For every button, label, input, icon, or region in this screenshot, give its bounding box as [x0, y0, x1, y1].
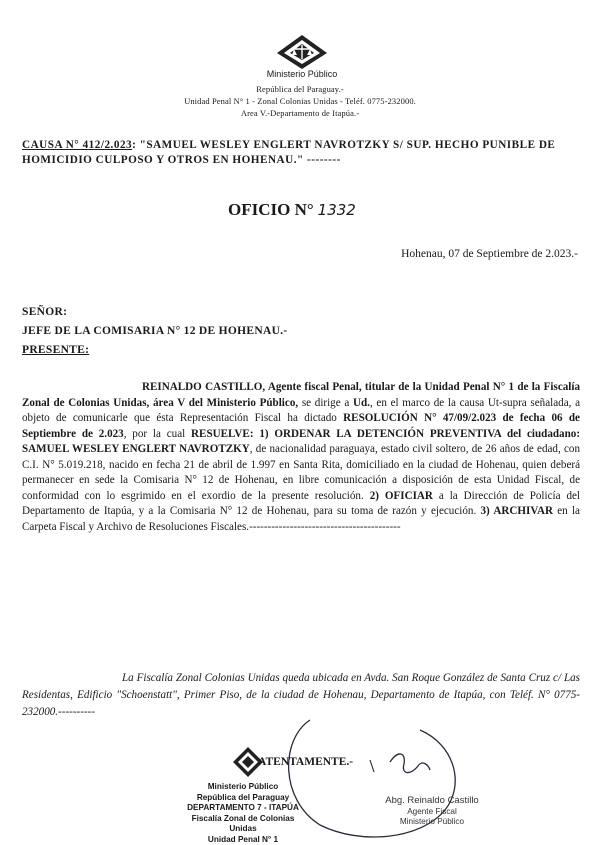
oficio-title: [228, 200, 356, 220]
oficio-label: OFICIO N°: [228, 200, 314, 219]
stamp-line-3: DEPARTAMENTO 7 - ITAPÚA: [187, 803, 299, 812]
body-text-1: se dirige a: [298, 396, 353, 409]
body-text-5: a la Dirección de Policía del Departamento de Itapúa, y a la Comisaria N° 12 de Hohenau, para su toma de razón y ejecución.: [22, 489, 580, 517]
header-org-name: Ministerio Público: [266, 69, 338, 79]
document-date: Hohenau, 07 de Septiembre de 2.023.-: [401, 248, 578, 260]
stamp-line-1: Ministerio Público: [207, 782, 279, 791]
recipient-greeting: SEÑOR:: [22, 306, 68, 318]
signer-role: Agente Fiscal: [407, 806, 457, 816]
closing-atentamente: ATENTAMENTE.-: [258, 756, 354, 768]
causa-text: : "SAMUEL WESLEY ENGLERT NAVROTZKY S/ SUP. HECHO PUNIBLE DE HOMICIDIO CULPOSO Y OTROS EN HOHENAU." --------: [22, 139, 556, 166]
oficio-number: 1332: [317, 201, 356, 219]
stamp-line-5: Unidad Penal N° 1: [207, 834, 279, 844]
signer-name: Abg. Reinaldo Castillo: [385, 795, 479, 806]
body-paragraph: [22, 380, 580, 535]
signature-block: [372, 796, 492, 828]
causa-label: CAUSA N° 412/2.023: [22, 139, 133, 151]
body-bold-5: 2) OFICIAR: [369, 489, 433, 502]
body-text-4: , de nacionalidad paraguaya, estado civil soltero, de 26 años de edad, con C.I. N° 5.019.218, nacido en fecha 21 de abril de 1.997 en Santa Rita, domiciliado en la ciudad de Hohenau, quien deberá permanecer en sede la Comisaria N° 12 de Hohenau, en libre comunicación a disposición de esta Unidad Fiscal, de conformidad con lo esgrimido en el exordio de la presente resolución.: [22, 443, 580, 502]
body-text-6: en la Carpeta Fiscal y Archivo de Resoluciones Fiscales.-----------------------------------------: [22, 505, 580, 533]
ministerio-publico-logo-icon: [276, 34, 328, 70]
header-line-3: Area V.-Departamento de Itapúa.-: [240, 108, 360, 118]
body-bold-2: Ud.: [352, 396, 370, 409]
causa-heading: [22, 138, 582, 168]
stamp-line-4: Fiscalía Zonal de Colonias Unidas: [191, 813, 295, 833]
official-stamp: [178, 782, 308, 845]
body-bold-6: 3) ARCHIVAR: [480, 505, 553, 517]
signer-org: Ministerio Público: [399, 817, 465, 826]
body-bold-1: REINALDO CASTILLO, Agente fiscal Penal, titular de la Unidad Penal N° 1 de la Fiscalía Zonal de Colonias Unidas, área V del Ministerio Público,: [22, 381, 580, 409]
recipient-presente: PRESENTE:: [22, 344, 90, 356]
body-text-2: , en el marco de la causa Ut-supra señalada, a objeto de comunicarle que ésta Representación Fiscal ha dictado: [22, 396, 581, 424]
stamp-line-2: República del Paraguay: [196, 792, 290, 802]
header-line-2: Unidad Penal N° 1 - Zonal Colonias Unidas - Teléf. 0775-232000.: [184, 96, 416, 106]
header-line-1: República del Paraguay.-: [256, 84, 344, 94]
body-bold-3: RESOLUCIÓN N° 47/09/2.023 de fecha 06 de Septiembre de 2.023: [22, 412, 580, 440]
footer-address-text: La Fiscalía Zonal Colonias Unidas queda ubicada en Avda. San Roque González de Santa Cruz c/ Las Residentas, Edificio "Schoenstatt", Primer Piso, de la ciudad de Hohenau, Departamento de Itapúa, con Teléf. N° 0775-232000.----------: [22, 672, 580, 718]
recipient-title: JEFE DE LA COMISARIA N° 12 DE HOHENAU.-: [22, 325, 288, 337]
body-text-3: , por la cual: [123, 427, 192, 440]
body-bold-4: RESUELVE: 1) ORDENAR LA DETENCIÓN PREVENTIVA del ciudadano: SAMUEL WESLEY ENGLERT NAVROTZKY: [22, 427, 581, 455]
